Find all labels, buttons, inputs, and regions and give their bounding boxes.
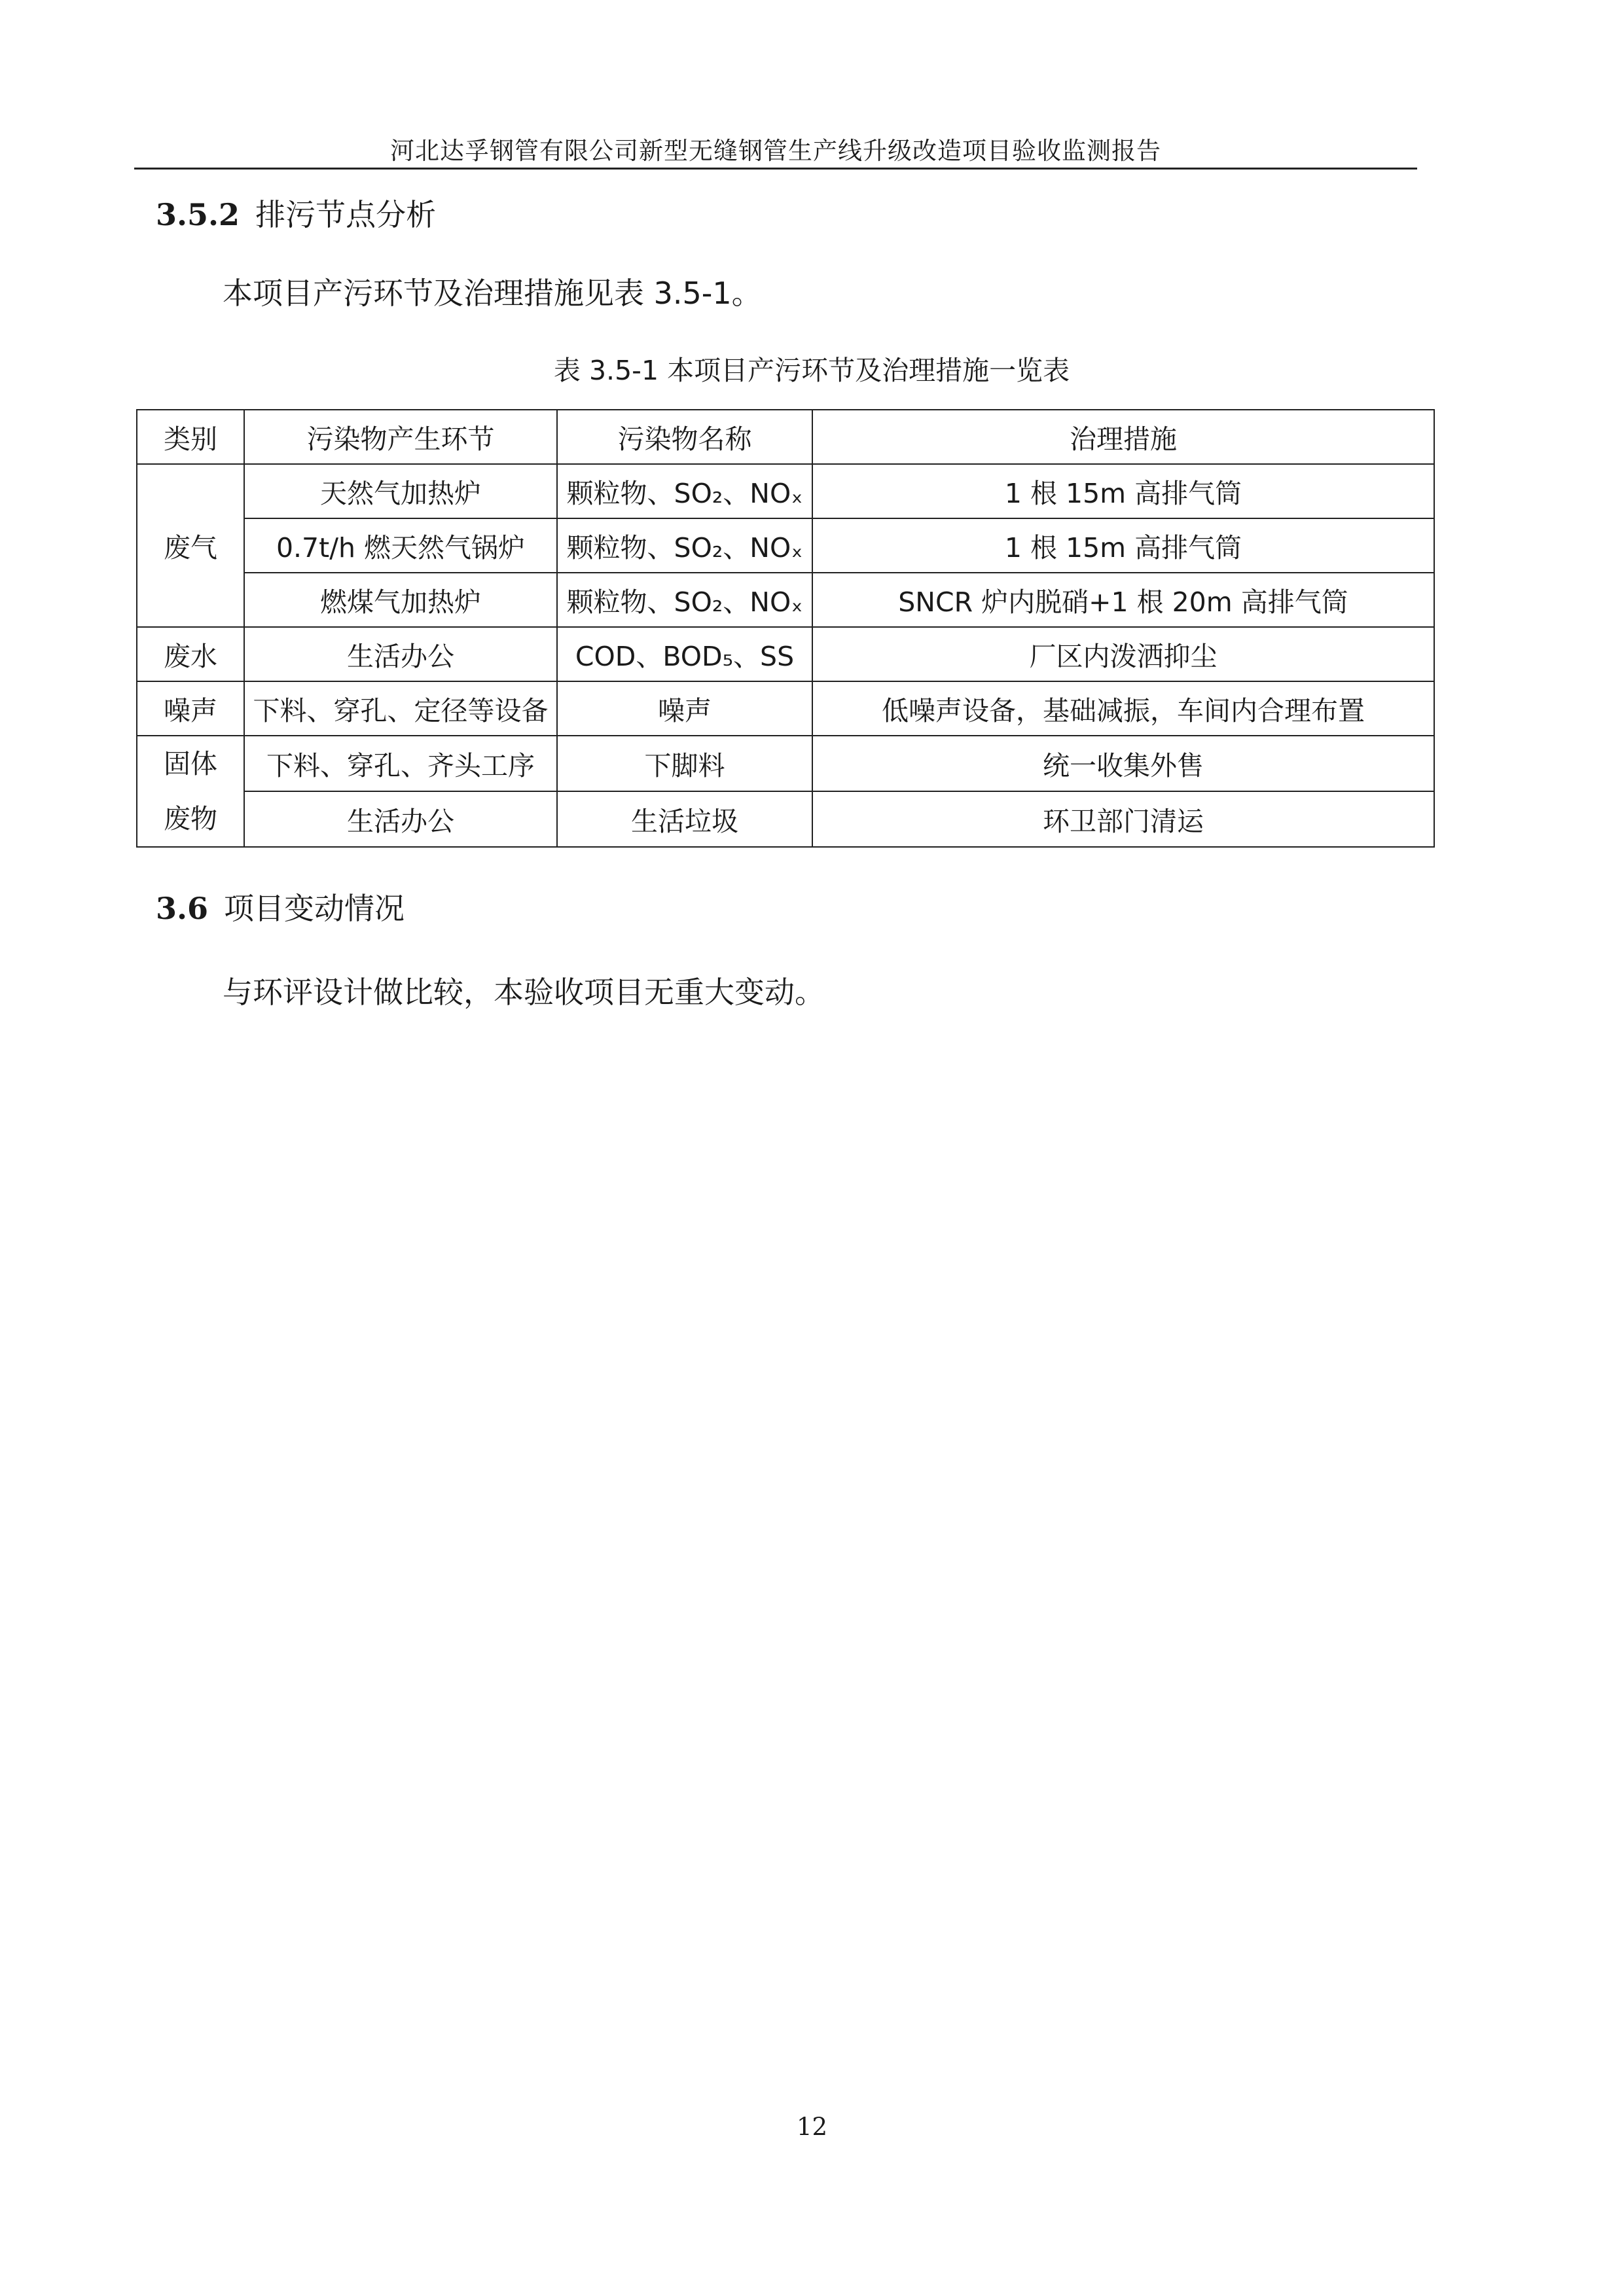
section-number: 3.6: [156, 891, 209, 926]
pollution-treatment-table: [136, 409, 1435, 848]
stage-cell: 下料、穿孔、定径等设备: [244, 681, 557, 736]
header-category: 类别: [137, 410, 244, 464]
measure-cell: 1 根 15m 高排气筒: [812, 518, 1434, 573]
pollutant-cell: 颗粒物、SO₂、NOₓ: [557, 464, 812, 518]
section-heading-3-5-2: [156, 191, 436, 234]
table-row: [137, 518, 1434, 573]
pollutant-cell: 生活垃圾: [557, 791, 812, 847]
category-cell: 噪声: [137, 681, 244, 736]
category-cell: 废气: [137, 464, 244, 627]
running-header: 河北达孚钢管有限公司新型无缝钢管生产线升级改造项目验收监测报告: [390, 137, 1161, 165]
section-heading-3-6: [156, 885, 405, 928]
pollutant-cell: 颗粒物、SO₂、NOₓ: [557, 518, 812, 573]
category-cell: [137, 736, 244, 847]
conclusion-paragraph: 与环评设计做比较，本验收项目无重大变动。: [223, 975, 825, 1010]
table-row: [137, 464, 1434, 518]
measure-cell: SNCR 炉内脱硝+1 根 20m 高排气筒: [812, 573, 1434, 627]
table-row: [137, 791, 1434, 847]
stage-cell: 生活办公: [244, 627, 557, 681]
category-line: 固体: [164, 748, 217, 780]
table-row: [137, 573, 1434, 627]
header-pollutant: 污染物名称: [557, 410, 812, 464]
table-caption: 表 3.5-1 本项目产污环节及治理措施一览表: [553, 355, 1070, 386]
section-title: 项目变动情况: [224, 891, 405, 926]
measure-cell: 低噪声设备，基础减振，车间内合理布置: [812, 681, 1434, 736]
page-number: 12: [796, 2113, 828, 2141]
section-title: 排污节点分析: [255, 197, 437, 232]
measure-cell: 厂区内泼洒抑尘: [812, 627, 1434, 681]
pollutant-cell: 下脚料: [557, 736, 812, 791]
intro-paragraph: 本项目产污环节及治理措施见表 3.5-1。: [223, 276, 762, 311]
pollutant-cell: 噪声: [557, 681, 812, 736]
stage-cell: 燃煤气加热炉: [244, 573, 557, 627]
pollutant-cell: 颗粒物、SO₂、NOₓ: [557, 573, 812, 627]
section-number: 3.5.2: [156, 197, 240, 232]
table-row: [137, 627, 1434, 681]
stage-cell: 0.7t/h 燃天然气锅炉: [244, 518, 557, 573]
category-cell: 废水: [137, 627, 244, 681]
header-stage: 污染物产生环节: [244, 410, 557, 464]
measure-cell: 环卫部门清运: [812, 791, 1434, 847]
measure-cell: 1 根 15m 高排气筒: [812, 464, 1434, 518]
pollutant-cell: COD、BOD₅、SS: [557, 627, 812, 681]
stage-cell: 生活办公: [244, 791, 557, 847]
table-row: [137, 736, 1434, 791]
table-row: [137, 681, 1434, 736]
category-line: 废物: [164, 803, 217, 834]
header-rule: [134, 168, 1417, 170]
header-measure: 治理措施: [812, 410, 1434, 464]
stage-cell: 下料、穿孔、齐头工序: [244, 736, 557, 791]
measure-cell: 统一收集外售: [812, 736, 1434, 791]
table-header-row: [137, 410, 1434, 464]
stage-cell: 天然气加热炉: [244, 464, 557, 518]
